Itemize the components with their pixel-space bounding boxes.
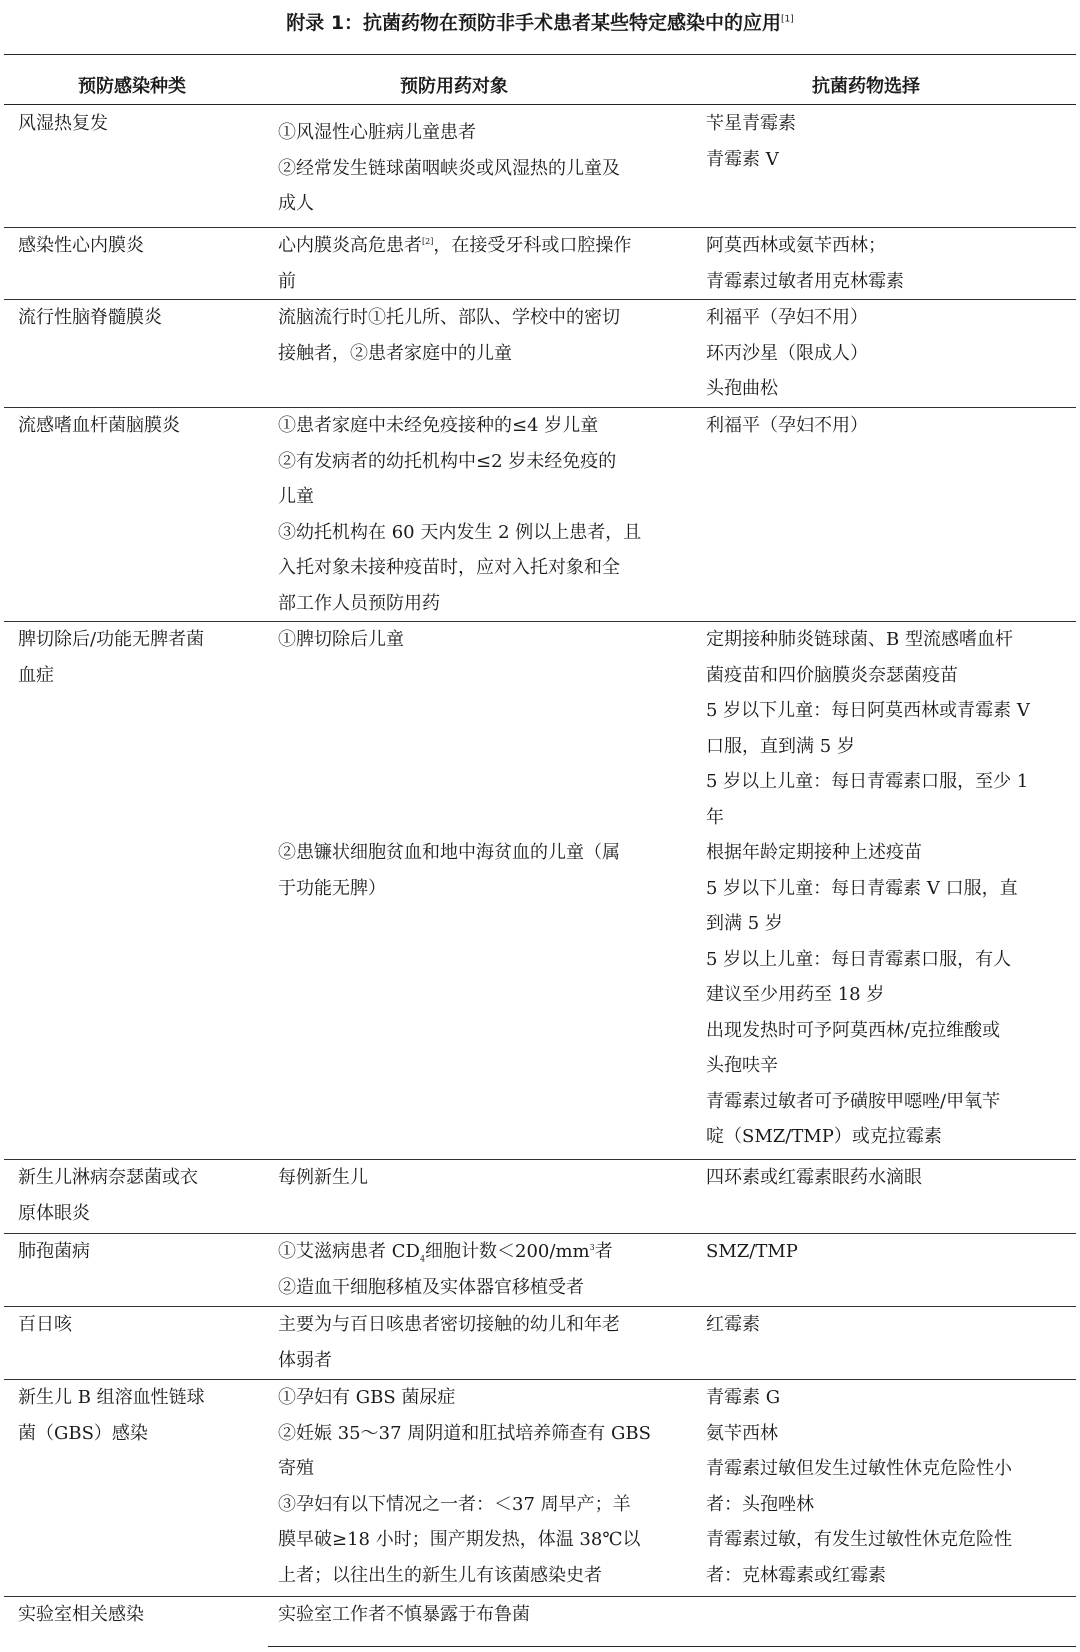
reference-mark: [2] (422, 237, 434, 246)
cell-line: ③幼托机构在 60 天内发生 2 例以上患者，且 (278, 521, 642, 543)
cell-line: SMZ/TMP (706, 1241, 798, 1262)
table-top-rule (4, 54, 1076, 55)
row8-target-population (278, 1307, 683, 1378)
cell-line: 百日咳 (18, 1314, 72, 1335)
row1-drug-choice (706, 106, 1068, 177)
cell-line: 者：头孢唑林 (706, 1493, 814, 1515)
cell-line: 上者；以往出生的新生儿有该菌感染史者 (278, 1564, 602, 1586)
cell-line: 新生儿 B 组溶血性链球 (18, 1387, 205, 1408)
cell-line: ①风湿性心脏病儿童患者 (278, 122, 476, 143)
cell-line: 感染性心内膜炎 (18, 235, 144, 256)
header-target-population: 预防用药对象 (400, 76, 508, 97)
subscript: 4 (419, 1254, 426, 1264)
row5-target-population-a (278, 622, 683, 658)
row4-target-population (278, 408, 683, 621)
cell-line: 氨苄西林 (706, 1422, 778, 1444)
row9-target-population (278, 1380, 683, 1593)
cell-line: 年 (706, 806, 724, 828)
cell-line: 儿童 (278, 486, 314, 507)
row5-drug-choice-b (706, 835, 1068, 1155)
cell-line: 青霉素 G (706, 1387, 781, 1408)
row7-target-population (278, 1234, 683, 1305)
cell-line: 者：克林霉素或红霉素 (706, 1564, 886, 1586)
cell-line: 膜早破≥18 小时；围产期发热，体温 38℃以 (278, 1529, 641, 1550)
cell-line: 实验室相关感染 (18, 1604, 144, 1625)
cell-line: 根据年龄定期接种上述疫苗 (706, 842, 922, 863)
cell-line: 流行性脑脊髓膜炎 (18, 307, 162, 328)
cell-line: 新生儿淋病奈瑟菌或衣 (18, 1167, 198, 1188)
cell-line: 成人 (278, 193, 314, 214)
cell-line: 利福平（孕妇不用） (706, 307, 868, 328)
cell-line: 菌疫苗和四价脑膜炎奈瑟菌疫苗 (706, 664, 958, 686)
row7-drug-choice (706, 1234, 1068, 1270)
cell-line: ②妊娠 35～37 周阴道和肛拭培养筛查有 GBS (278, 1422, 651, 1444)
row5-infection-type (18, 622, 253, 693)
cell-line: 出现发热时可予阿莫西林/克拉维酸或 (706, 1019, 1001, 1041)
cell-line: 入托对象未接种疫苗时，应对入托对象和全 (278, 557, 620, 578)
row6-drug-choice (706, 1160, 1068, 1196)
cell-line: 5 岁以上儿童：每日青霉素口服，有人 (706, 948, 1012, 970)
cell-line: ①患者家庭中未经免疫接种的≤4 岁儿童 (278, 415, 599, 436)
row10-target-population (278, 1597, 683, 1633)
cell-line: 头孢曲松 (706, 378, 778, 399)
header-rule (4, 104, 1076, 105)
cell-line: 5 岁以上儿童：每日青霉素口服，至少 1 (706, 771, 1029, 792)
row10-infection-type (18, 1597, 253, 1633)
title-reference: [1] (781, 14, 794, 25)
cell-line: 接触者，②患者家庭中的儿童 (278, 342, 512, 364)
row8-infection-type (18, 1307, 253, 1343)
cell-line: 实验室工作者不慎暴露于布鲁菌 (278, 1604, 530, 1625)
cell-line: ①孕妇有 GBS 菌尿症 (278, 1387, 456, 1408)
header-infection-type: 预防感染种类 (78, 76, 186, 97)
table-title: 附录 1：抗菌药物在预防非手术患者某些特定感染中的应用[1] (286, 12, 794, 34)
cell-line: 流感嗜血杆菌脑膜炎 (18, 415, 180, 436)
row2-infection-type (18, 228, 253, 264)
cell-line: 口服，直到满 5 岁 (706, 735, 855, 757)
cell-line: 流脑流行时①托儿所、部队、学校中的密切 (278, 307, 620, 328)
cell-line: 苄星青霉素 (706, 113, 796, 134)
cell-line: 红霉素 (706, 1314, 760, 1335)
row9-drug-choice (706, 1380, 1068, 1593)
cell-line: 青霉素 V (706, 148, 779, 170)
cell-line: 青霉素过敏但发生过敏性休克危险性小 (706, 1458, 1012, 1479)
row1-infection-type (18, 106, 253, 142)
cell-line: ②患镰状细胞贫血和地中海贫血的儿童（属 (278, 842, 620, 863)
cell-line: ①脾切除后儿童 (278, 629, 404, 650)
cell-line: 5 岁以下儿童：每日青霉素 V 口服，直 (706, 877, 1018, 899)
cell-line: 头孢呋辛 (706, 1055, 778, 1076)
cell-line: 主要为与百日咳患者密切接触的幼儿和年老 (278, 1314, 620, 1335)
cell-line: ②造血干细胞移植及实体器官移植受者 (278, 1276, 584, 1298)
table-bottom-rule (268, 1646, 1076, 1647)
cell-line: 定期接种肺炎链球菌、B 型流感嗜血杆 (706, 629, 1013, 650)
row2-target-population (278, 228, 683, 299)
cell-line: 肺孢菌病 (18, 1241, 90, 1262)
cell-line: 菌（GBS）感染 (18, 1422, 148, 1444)
row9-infection-type (18, 1380, 253, 1451)
superscript: 3 (589, 1243, 595, 1252)
cell-line: 建议至少用药至 18 岁 (706, 984, 885, 1005)
cell-line: 风湿热复发 (18, 113, 108, 134)
cell-line: 四环素或红霉素眼药水滴眼 (706, 1167, 922, 1188)
header-drug-choice: 抗菌药物选择 (812, 76, 920, 97)
cell-line: 到满 5 岁 (706, 913, 783, 934)
cell-line: ②有发病者的幼托机构中≤2 岁未经免疫的 (278, 450, 617, 472)
cell-line: ②经常发生链球菌咽峡炎或风湿热的儿童及 (278, 157, 620, 179)
row3-drug-choice (706, 300, 1068, 407)
cell-line: 啶（SMZ/TMP）或克拉霉素 (706, 1126, 942, 1147)
cell-line: 血症 (18, 664, 54, 686)
cell-line: 部工作人员预防用药 (278, 592, 440, 614)
row6-target-population (278, 1160, 683, 1196)
row1-target-population (278, 115, 683, 222)
row6-infection-type (18, 1160, 253, 1231)
cell-line: 青霉素过敏者用克林霉素 (706, 270, 904, 292)
cell-line: ①艾滋病患者 $CD_4$细胞计数$<200/mm^3$者 (278, 1241, 613, 1264)
row2-drug-choice (706, 228, 1068, 299)
cell-line: 利福平（孕妇不用） (706, 415, 868, 436)
cell-line: 脾切除后/功能无脾者菌 (18, 629, 205, 650)
row5-target-population-b (278, 835, 683, 906)
cell-line: ③孕妇有以下情况之一者：＜37 周早产；羊 (278, 1493, 631, 1515)
row8-drug-choice (706, 1307, 1068, 1343)
cell-line: 心内膜炎高危患者[2]，在接受牙科或口腔操作 (278, 235, 632, 256)
cell-line: 青霉素过敏，有发生过敏性休克危险性 (706, 1529, 1012, 1550)
row3-target-population (278, 300, 683, 371)
cell-line: 体弱者 (278, 1349, 332, 1371)
cell-line: 寄殖 (278, 1458, 314, 1479)
cell-line: 原体眼炎 (18, 1202, 90, 1224)
cell-line: 前 (278, 270, 296, 292)
row4-drug-choice (706, 408, 1068, 444)
cell-line: 青霉素过敏者可予磺胺甲噁唑/甲氧苄 (706, 1090, 1001, 1112)
cell-line: 5 岁以下儿童：每日阿莫西林或青霉素 V (706, 700, 1030, 721)
cell-line: 每例新生儿 (278, 1167, 368, 1188)
cell-line: 环丙沙星（限成人） (706, 342, 868, 364)
row3-infection-type (18, 300, 253, 336)
row5-drug-choice-a (706, 622, 1068, 835)
cell-line: 于功能无脾） (278, 877, 386, 899)
cell-line: 阿莫西林或氨苄西林； (706, 235, 886, 256)
row4-infection-type (18, 408, 253, 444)
row7-infection-type (18, 1234, 253, 1270)
